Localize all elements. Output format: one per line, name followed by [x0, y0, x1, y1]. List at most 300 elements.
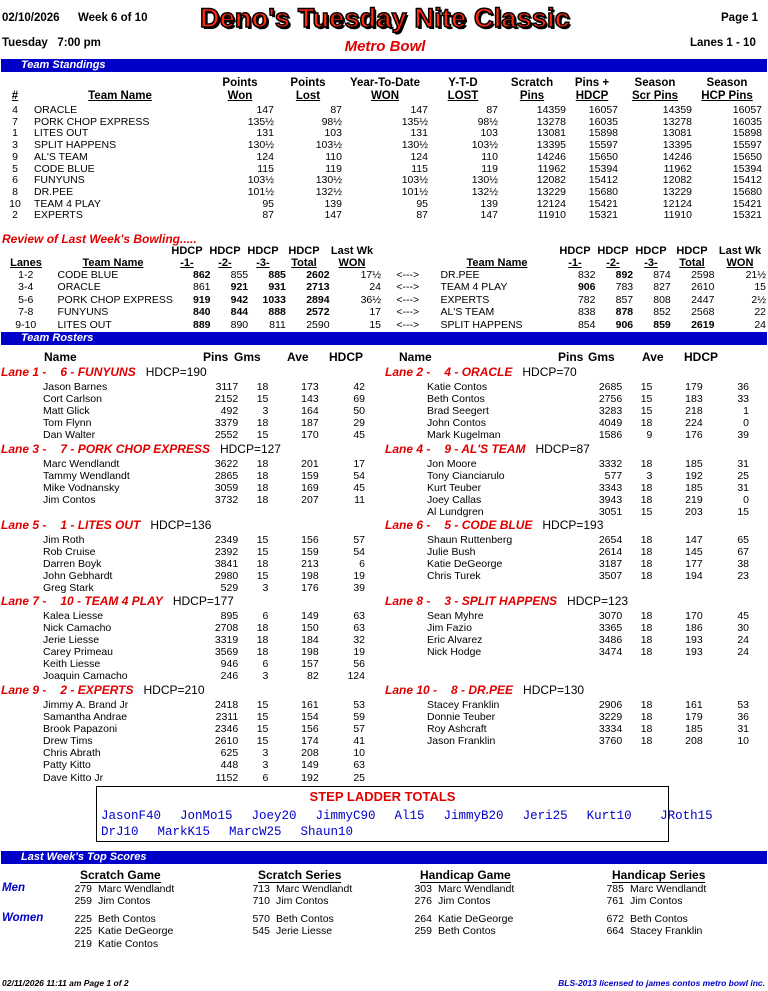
top-score-value: 276 [414, 895, 432, 908]
h-season-scr1: Season [634, 77, 676, 89]
roster-cell: 0 [743, 417, 749, 430]
roster-cell: 65 [737, 534, 749, 546]
roster-cell: 10 [353, 747, 365, 760]
lane-team-hdcp: HDCP=190 [145, 365, 207, 379]
roster-cell: Patty Kitto [43, 759, 91, 772]
top-score-table [72, 883, 222, 908]
roster-cell: Matt Glick [43, 405, 90, 418]
h-scratch2: Pins [519, 90, 545, 102]
top-score-row [604, 913, 754, 925]
roster-row [427, 494, 749, 506]
roster-cell: 3 [262, 747, 269, 760]
league-title: Deno's Tuesday Nite Classic [200, 3, 570, 33]
review-team-b: EXPERTS [440, 293, 490, 306]
roster-cell: 213 [301, 558, 319, 571]
top-score-value: 225 [74, 925, 92, 938]
standings-row [4, 199, 762, 211]
roster-row [43, 634, 365, 646]
review-score-a: 931 [268, 281, 286, 294]
standings-cell: 15412 [732, 174, 762, 187]
review-team-a: FUNYUNS [57, 306, 109, 319]
roster-cell: Joaquin Camacho [43, 670, 128, 683]
standings-cell: 13278 [662, 115, 692, 128]
top-score-name: Marc Wendlandt [630, 883, 707, 895]
roster-cell: 15 [256, 711, 269, 724]
roster-cell: 2756 [598, 393, 623, 406]
standings-cell: 110 [325, 150, 342, 163]
top-score-value: 672 [606, 913, 624, 925]
review-score-b: 827 [653, 281, 671, 294]
lane-header [1, 518, 211, 532]
roster-cell: 25 [353, 771, 365, 784]
top-score-value: 219 [74, 937, 92, 950]
standings-cell: 130½ [401, 139, 428, 152]
roster-row [43, 429, 365, 441]
roster-cell: 143 [301, 393, 319, 406]
roster-cell: 161 [685, 699, 703, 711]
review-score-b: 892 [615, 269, 634, 281]
roster-cell: 192 [685, 470, 703, 483]
roster-cell: 194 [685, 570, 703, 583]
standings-cell: 12082 [536, 174, 566, 187]
lane-number: Lane 9 - [1, 683, 47, 697]
roster-cell: 4049 [598, 417, 623, 430]
roster-cell: 3229 [598, 711, 623, 724]
roster-row [427, 646, 749, 658]
roster-row [43, 482, 365, 494]
top-score-row [250, 913, 400, 925]
standings-cell: 13229 [662, 185, 692, 198]
roster-h-ave-right: Ave [642, 350, 664, 364]
roster-cell: 159 [301, 470, 319, 483]
roster-cell: 18 [640, 482, 653, 495]
standings-cell: 103 [480, 127, 498, 140]
roster-cell: Beth Contos [427, 393, 485, 406]
roster-cell: 2418 [214, 699, 239, 711]
review-score-a: 890 [230, 318, 249, 331]
roster-cell: 174 [301, 735, 319, 748]
roster-cell: 42 [353, 381, 365, 393]
roster-cell: Chris Abrath [43, 747, 101, 760]
review-score-b: 852 [653, 306, 671, 319]
roster-cell: 2685 [598, 381, 623, 393]
top-score-value: 710 [252, 895, 270, 908]
standings-cell: 124 [256, 150, 274, 163]
review-score-b: 782 [577, 293, 596, 306]
roster-cell: Samantha Andrae [43, 711, 128, 724]
standings-cell: 15321 [732, 209, 762, 222]
roster-h-hdcp-right: HDCP [684, 350, 719, 364]
roster-row [427, 429, 749, 441]
standings-cell: 98½ [477, 115, 498, 128]
roster-row [43, 381, 365, 393]
roster-cell: Jim Roth [43, 534, 85, 546]
lane-header [385, 683, 584, 697]
roster-cell: Sean Myhre [427, 610, 484, 622]
roster-cell: Kurt Teuber [427, 482, 482, 495]
roster-row [427, 546, 749, 558]
roster-cell: 3 [646, 470, 653, 483]
ts-h-scratch-series: Scratch Series [258, 868, 342, 882]
top-score-row [604, 883, 754, 895]
review-team-a: LITES OUT [57, 318, 112, 331]
top-score-row [412, 883, 562, 895]
roster-cell: 18 [256, 558, 269, 571]
roster-row [43, 622, 365, 634]
review-score-b: 2598 [691, 269, 715, 281]
roster-cell: 193 [685, 646, 703, 659]
top-score-table [72, 913, 222, 950]
standings-cell: 16035 [732, 115, 762, 128]
roster-cell: 2865 [214, 470, 239, 483]
review-score-a: 2713 [306, 281, 330, 294]
roster-cell: John Gebhardt [43, 570, 113, 583]
roster-cell: 185 [685, 458, 703, 470]
review-score-b: 906 [615, 318, 634, 331]
roster-cell: 3760 [598, 735, 623, 748]
rh-g3: -3- [256, 257, 270, 269]
roster-cell: Jason Barnes [43, 381, 108, 393]
review-row [2, 269, 766, 281]
roster-cell: 3 [262, 405, 269, 418]
standings-cell: 135½ [401, 115, 428, 128]
standings-cell: 15394 [588, 162, 618, 175]
roster-cell: Shaun Ruttenberg [427, 534, 513, 546]
top-scores-bar: Last Week's Top Scores [1, 851, 767, 864]
roster-h-ave-left: Ave [287, 350, 309, 364]
standings-cell: 15421 [732, 197, 762, 210]
roster-table [427, 534, 749, 582]
roster-cell: 41 [353, 735, 365, 748]
roster-cell: Kalea Liesse [43, 610, 104, 622]
roster-cell: 577 [604, 470, 623, 483]
review-score-a: 2572 [306, 306, 330, 319]
h-ptslost1: Points [290, 77, 326, 89]
standings-cell: 10 [9, 197, 21, 210]
rh-h8: HDCP [676, 245, 708, 257]
roster-row [427, 458, 749, 470]
roster-cell: Jim Fazio [427, 622, 472, 635]
roster-cell: 177 [685, 558, 703, 571]
roster-cell: Brad Seegert [427, 405, 489, 418]
roster-cell: 3343 [598, 482, 623, 495]
roster-cell: 15 [737, 506, 749, 519]
roster-row [427, 417, 749, 429]
standings-cell: 87 [416, 209, 428, 222]
roster-cell: 18 [640, 534, 653, 546]
lane-team-name: 5 - CODE BLUE [444, 518, 533, 532]
roster-cell: 18 [256, 646, 269, 659]
h-season-scr2: Scr Pins [631, 90, 679, 102]
roster-cell: 18 [256, 482, 269, 495]
roster-cell: Mike Vodnansky [43, 482, 120, 495]
roster-cell: 176 [685, 429, 703, 442]
top-score-row [72, 883, 222, 895]
roster-cell: Marc Wendlandt [43, 458, 120, 470]
standings-cell: 103½ [471, 139, 498, 152]
standings-cell: 115 [257, 162, 274, 175]
rh-h1: HDCP [171, 245, 203, 257]
roster-cell: 186 [685, 622, 703, 635]
roster-cell: 3319 [214, 634, 239, 647]
standings-row [4, 105, 762, 117]
lane-team-hdcp: HDCP=87 [535, 442, 590, 456]
review-team-a: CODE BLUE [57, 269, 119, 281]
roster-cell: 625 [220, 747, 239, 760]
roster-cell: 3379 [214, 417, 239, 430]
review-team-b: AL'S TEAM [440, 306, 495, 319]
top-score-name: Beth Contos [276, 913, 334, 925]
review-score-b: 906 [577, 281, 596, 294]
standings-header [4, 77, 762, 103]
review-score-b: 2619 [691, 318, 715, 331]
roster-cell: 6 [262, 771, 269, 784]
roster-cell: 2906 [598, 699, 623, 711]
top-score-name: Beth Contos [630, 913, 688, 925]
rh-team: Team Name [82, 257, 144, 269]
standings-cell: 14359 [536, 104, 566, 116]
review-score-b: 15 [754, 281, 766, 294]
rh-team2: Team Name [466, 257, 528, 269]
top-score-row [250, 895, 400, 907]
roster-cell: 53 [737, 699, 749, 711]
lane-team-name: 8 - DR.PEE [451, 683, 514, 697]
roster-cell: 2152 [214, 393, 239, 406]
day-time: Tuesday 7:00 pm [2, 37, 101, 49]
roster-cell: 63 [353, 610, 365, 622]
review-score-a: 811 [269, 318, 286, 331]
lane-team-name: 2 - EXPERTS [60, 683, 134, 697]
review-score-b: 854 [577, 318, 596, 331]
roster-cell: 15 [256, 570, 269, 583]
step-ladder-names [101, 808, 713, 840]
roster-cell: 3732 [214, 494, 239, 507]
roster-cell: 3507 [598, 570, 623, 583]
roster-cell: 170 [301, 429, 319, 442]
roster-cell: 33 [737, 393, 749, 406]
roster-cell: Drew Tims [43, 735, 93, 748]
roster-cell: 0 [743, 494, 749, 507]
review-score-a: 15 [369, 318, 381, 331]
review-score-a: 862 [192, 269, 211, 281]
review-score-b: 22 [754, 306, 766, 319]
roster-row [427, 622, 749, 634]
roster-cell: 156 [301, 723, 319, 736]
h-ytdwon1: Year-To-Date [349, 77, 421, 89]
review-row [2, 294, 766, 306]
standings-cell: FUNYUNS [34, 174, 85, 187]
standings-cell: EXPERTS [34, 209, 83, 222]
review-score-a: 2894 [306, 293, 330, 306]
standings-cell: 16057 [588, 104, 618, 116]
rh-h5: HDCP [559, 245, 591, 257]
roster-row [43, 405, 365, 417]
top-score-table [604, 913, 754, 938]
roster-cell: 15 [256, 723, 269, 736]
roster-cell: 18 [640, 711, 653, 724]
roster-row [427, 634, 749, 646]
roster-cell: 67 [737, 546, 749, 559]
roster-h-name-right: Name [399, 350, 432, 364]
roster-row [427, 570, 749, 582]
roster-cell: Al Lundgren [427, 506, 484, 519]
review-score-a: 840 [192, 306, 211, 319]
h-hdcp1: Pins + [574, 77, 610, 89]
roster-cell: 18 [640, 646, 653, 659]
roster-cell: John Contos [427, 417, 486, 430]
roster-cell: Jimmy A. Brand Jr [43, 699, 129, 711]
roster-cell: 895 [220, 610, 239, 622]
roster-cell: 18 [640, 610, 653, 622]
roster-row [427, 699, 749, 711]
h-ytdwon2: WON [370, 90, 400, 102]
roster-cell: 2614 [598, 546, 623, 559]
roster-cell: 6 [262, 658, 269, 671]
review-team-b: SPLIT HAPPENS [440, 318, 523, 331]
roster-row [43, 558, 365, 570]
standings-cell: 131 [410, 127, 428, 140]
h-season-hcp2: HCP Pins [701, 90, 753, 102]
standings-row [4, 117, 762, 129]
rh-g2b: -2- [606, 257, 620, 269]
top-score-row [250, 883, 400, 895]
top-score-name: Jim Contos [438, 895, 491, 908]
rh-g1: -1- [180, 257, 194, 269]
roster-cell: 15 [256, 735, 269, 748]
rh-totalb: Total [679, 257, 705, 269]
top-score-row [604, 895, 754, 907]
roster-cell: 63 [353, 759, 365, 772]
roster-cell: Tom Flynn [43, 417, 92, 430]
review-row [2, 319, 766, 331]
top-score-value: 259 [414, 925, 432, 938]
roster-row [427, 711, 749, 723]
roster-cell: 2392 [214, 546, 239, 559]
roster-cell: 24 [737, 646, 749, 659]
lane-header [1, 683, 205, 697]
roster-row [427, 470, 749, 482]
roster-cell: 2980 [214, 570, 239, 583]
standings-cell: 3 [12, 139, 18, 152]
roster-cell: 63 [353, 622, 365, 635]
review-team-b: TEAM 4 PLAY [440, 281, 508, 294]
review-score-a: 885 [268, 269, 286, 281]
standings-cell: 1 [12, 127, 18, 140]
top-score-name: Katie DeGeorge [438, 913, 514, 925]
standings-cell: LITES OUT [34, 127, 89, 140]
standings-cell: 103½ [401, 174, 428, 187]
roster-cell: 2610 [214, 735, 239, 748]
review-table [2, 269, 766, 331]
standings-cell: 101½ [247, 185, 274, 198]
standings-cell: 15680 [588, 185, 618, 198]
roster-cell: 15 [640, 381, 653, 393]
roster-row [427, 558, 749, 570]
roster-cell: Joey Callas [427, 494, 482, 507]
ts-h-handicap-game: Handicap Game [420, 868, 511, 882]
roster-cell: Jason Franklin [427, 735, 496, 748]
roster-cell: 18 [640, 546, 653, 559]
lane-header [385, 442, 590, 456]
standings-cell: 87 [330, 104, 342, 116]
lane-team-hdcp: HDCP=193 [542, 518, 604, 532]
standings-cell: 13395 [536, 139, 566, 152]
top-score-table [412, 883, 562, 908]
roster-cell: 246 [220, 670, 239, 683]
roster-row [43, 646, 365, 658]
roster-cell: 185 [685, 723, 703, 736]
roster-cell: 3841 [214, 558, 239, 571]
roster-cell: Dave Kitto Jr [43, 771, 104, 784]
standings-row [4, 140, 762, 152]
h-ptswon1: Points [222, 77, 258, 89]
roster-cell: 56 [353, 658, 365, 671]
review-score-a: 24 [369, 281, 381, 294]
roster-cell: 3622 [214, 458, 239, 470]
h-scratch1: Scratch [510, 77, 554, 89]
review-team-b: DR.PEE [440, 269, 480, 281]
top-score-name: Jim Contos [276, 895, 329, 908]
lane-team-hdcp: HDCP=123 [567, 594, 629, 608]
week-label: Week 6 of 10 [78, 12, 148, 24]
step-ladder-title: STEP LADDER TOTALS [309, 789, 456, 804]
standings-cell: 119 [481, 162, 498, 175]
rh-lanes: Lanes [10, 257, 42, 269]
roster-cell: Mark Kugelman [427, 429, 501, 442]
rh-total: Total [291, 257, 317, 269]
roster-cell: 149 [301, 610, 319, 622]
standings-cell: 130½ [471, 174, 498, 187]
top-score-table [250, 883, 400, 908]
review-score-b: 832 [577, 269, 596, 281]
roster-cell: 18 [640, 417, 653, 430]
roster-cell: 18 [256, 458, 269, 470]
roster-cell: Carey Primeau [43, 646, 114, 659]
roster-cell: 18 [640, 634, 653, 647]
roster-row [427, 506, 749, 518]
roster-cell: Greg Stark [43, 582, 94, 595]
roster-cell: 3486 [598, 634, 623, 647]
top-score-value: 785 [606, 883, 624, 895]
review-team-a: ORACLE [57, 281, 101, 294]
roster-cell: 15 [256, 699, 269, 711]
roster-cell: 29 [353, 417, 365, 430]
roster-cell: 24 [737, 634, 749, 647]
review-title: Review of Last Week's Bowling..... [2, 232, 197, 246]
roster-cell: 50 [353, 405, 365, 418]
roster-cell: 149 [301, 759, 319, 772]
roster-cell: 3 [262, 582, 269, 595]
standings-cell: 9 [12, 150, 18, 163]
review-score-b: 857 [615, 293, 634, 306]
step-ladder-line-1: JasonF40 JonMo15 Joey20 JimmyC90 Al15 JimmyB20 Jeri25 Kurt10 JRoth15 [101, 809, 713, 823]
top-score-value: 761 [606, 895, 624, 908]
standings-cell: SPLIT HAPPENS [34, 139, 117, 152]
standings-cell: 103 [324, 127, 342, 140]
standings-table [4, 105, 762, 222]
review-score-b: 838 [577, 306, 596, 319]
roster-h-name-left: Name [44, 350, 77, 364]
review-separator: <---> [396, 293, 420, 306]
review-score-b: 2447 [691, 293, 715, 306]
roster-cell: 448 [220, 759, 239, 772]
roster-cell: Nick Camacho [43, 622, 112, 635]
roster-cell: 18 [640, 558, 653, 571]
standings-cell: 98½ [321, 115, 342, 128]
roster-cell: 18 [640, 723, 653, 736]
standings-cell: 6 [12, 174, 18, 187]
ts-women-label: Women [2, 912, 44, 924]
